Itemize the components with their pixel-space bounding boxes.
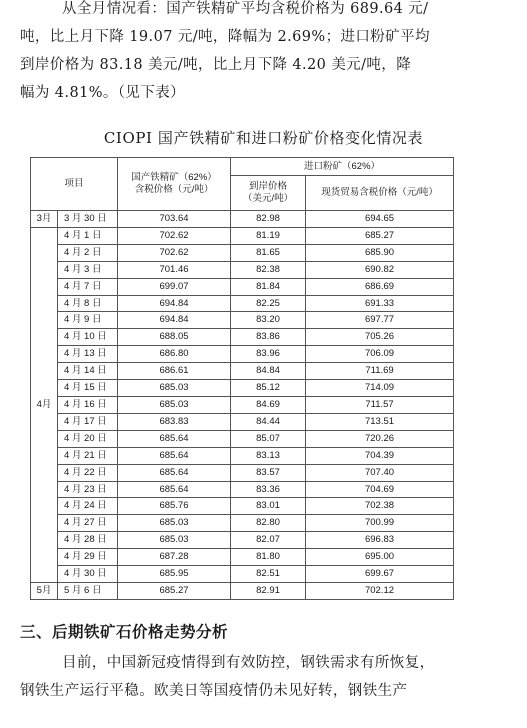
table-row [31,312,454,329]
header-domestic [118,158,231,211]
domestic-price-cell: 699.07 [118,278,231,295]
table-row [31,396,454,413]
spot-price-cell: 691.33 [306,295,454,312]
domestic-price-cell: 685.03 [118,515,231,532]
date-cell: 5 月 6 日 [58,582,118,599]
cif-price-cell: 82.25 [231,295,306,312]
header-cif-line1: 到岸价格 [249,181,288,192]
domestic-price-cell: 685.95 [118,566,231,583]
cif-price-cell: 83.20 [231,312,306,329]
month-cell: 5月 [31,582,58,599]
spot-price-cell: 700.99 [306,515,454,532]
domestic-price-cell: 686.61 [118,363,231,380]
table-row [31,464,454,481]
domestic-price-cell: 685.64 [118,481,231,498]
table-row [31,498,454,515]
spot-price-cell: 711.69 [306,363,454,380]
spot-price-cell: 690.82 [306,261,454,278]
table-row [31,413,454,430]
table-row [31,295,454,312]
domestic-price-cell: 683.83 [118,413,231,430]
price-table-body [31,211,454,600]
spot-price-cell: 699.67 [306,566,454,583]
date-cell: 4 月 24 日 [58,498,118,515]
analysis-line: 钢铁生产运行平稳。欧美日等国疫情仍未见好转，钢铁生产 [20,683,408,699]
spot-price-cell: 720.26 [306,430,454,447]
date-cell: 4 月 28 日 [58,532,118,549]
date-cell: 4 月 17 日 [58,413,118,430]
spot-price-cell: 711.57 [306,396,454,413]
domestic-price-cell: 694.84 [118,295,231,312]
table-row [31,549,454,566]
cif-price-cell: 82.80 [231,515,306,532]
spot-price-cell: 685.90 [306,244,454,261]
cif-price-cell: 81.65 [231,244,306,261]
spot-price-cell: 697.77 [306,312,454,329]
spot-price-cell: 686.69 [306,278,454,295]
price-table [30,157,454,600]
table-row [31,346,454,363]
table-row [31,566,454,583]
table-row [31,447,454,464]
date-cell: 4 月 14 日 [58,363,118,380]
spot-price-cell: 704.69 [306,481,454,498]
table-row [31,211,454,228]
domestic-price-cell: 701.46 [118,261,231,278]
month-cell: 4月 [31,227,58,582]
intro-line: 吨，比上月下降 19.07 元/吨，降幅为 2.69%；进口粉矿平均 [20,29,430,45]
domestic-price-cell: 685.27 [118,582,231,599]
domestic-price-cell: 703.64 [118,211,231,228]
date-cell: 3 月 30 日 [58,211,118,228]
date-cell: 4 月 10 日 [58,329,118,346]
cif-price-cell: 82.38 [231,261,306,278]
cif-price-cell: 83.13 [231,447,306,464]
cif-price-cell: 81.84 [231,278,306,295]
table-row [31,244,454,261]
spot-price-cell: 706.09 [306,346,454,363]
table-row [31,430,454,447]
date-cell: 4 月 30 日 [58,566,118,583]
header-imported-group: 进口粉矿（62%） [231,158,454,176]
cif-price-cell: 85.12 [231,380,306,397]
intro-line: 幅为 4.81%。（见下表） [20,85,186,101]
table-row [31,515,454,532]
spot-price-cell: 702.38 [306,498,454,515]
table-row [31,261,454,278]
cif-price-cell: 83.96 [231,346,306,363]
date-cell: 4 月 7 日 [58,278,118,295]
cif-price-cell: 81.19 [231,227,306,244]
analysis-line: 目前，中国新冠疫情得到有效防控，钢铁需求有所恢复， [62,655,435,671]
date-cell: 4 月 21 日 [58,447,118,464]
date-cell: 4 月 15 日 [58,380,118,397]
date-cell: 4 月 22 日 [58,464,118,481]
spot-price-cell: 714.09 [306,380,454,397]
cif-price-cell: 83.01 [231,498,306,515]
domestic-price-cell: 685.76 [118,498,231,515]
cif-price-cell: 84.69 [231,396,306,413]
analysis-paragraph [20,649,510,705]
domestic-price-cell: 687.28 [118,549,231,566]
spot-price-cell: 695.00 [306,549,454,566]
spot-price-cell: 707.40 [306,464,454,481]
header-domestic-line2: 含税价格（元/吨） [134,184,214,195]
date-cell: 4 月 13 日 [58,346,118,363]
section-heading: 三、后期铁矿石价格走势分析 [20,623,229,641]
domestic-price-cell: 685.03 [118,396,231,413]
cif-price-cell: 82.51 [231,566,306,583]
domestic-price-cell: 685.03 [118,532,231,549]
date-cell: 4 月 29 日 [58,549,118,566]
spot-price-cell: 685.27 [306,227,454,244]
cif-price-cell: 82.07 [231,532,306,549]
domestic-price-cell: 685.64 [118,430,231,447]
header-cif-line2: （美元/吨） [242,193,294,204]
intro-line: 从全月情况看：国产铁精矿平均含税价格为 689.64 元/ [62,1,429,17]
spot-price-cell: 694.65 [306,211,454,228]
cif-price-cell: 83.57 [231,464,306,481]
domestic-price-cell: 686.80 [118,346,231,363]
table-row [31,278,454,295]
table-row [31,481,454,498]
table-title: CIOPI 国产铁精矿和进口粉矿价格变化情况表 [103,129,424,147]
spot-price-cell: 705.26 [306,329,454,346]
domestic-price-cell: 694.84 [118,312,231,329]
domestic-price-cell: 685.64 [118,464,231,481]
header-spot: 现货贸易含税价格（元/吨） [306,176,454,211]
date-cell: 4 月 2 日 [58,244,118,261]
domestic-price-cell: 702.62 [118,244,231,261]
cif-price-cell: 82.98 [231,211,306,228]
date-cell: 4 月 23 日 [58,481,118,498]
month-cell: 3月 [31,211,58,228]
cif-price-cell: 85.07 [231,430,306,447]
spot-price-cell: 704.39 [306,447,454,464]
header-cif [231,176,306,211]
table-row [31,363,454,380]
table-row [31,380,454,397]
table-row [31,227,454,244]
date-cell: 4 月 9 日 [58,312,118,329]
domestic-price-cell: 688.05 [118,329,231,346]
spot-price-cell: 696.83 [306,532,454,549]
date-cell: 4 月 3 日 [58,261,118,278]
table-row [31,532,454,549]
cif-price-cell: 84.84 [231,363,306,380]
cif-price-cell: 84.44 [231,413,306,430]
intro-paragraph [20,0,510,107]
domestic-price-cell: 685.64 [118,447,231,464]
header-item: 项目 [31,158,118,211]
domestic-price-cell: 702.62 [118,227,231,244]
cif-price-cell: 81.80 [231,549,306,566]
date-cell: 4 月 8 日 [58,295,118,312]
header-domestic-line1: 国产铁精矿（62%） [131,172,217,183]
date-cell: 4 月 16 日 [58,396,118,413]
intro-line: 到岸价格为 83.18 美元/吨，比上月下降 4.20 美元/吨，降 [20,57,412,73]
date-cell: 4 月 1 日 [58,227,118,244]
date-cell: 4 月 27 日 [58,515,118,532]
cif-price-cell: 82.91 [231,582,306,599]
table-row [31,582,454,599]
spot-price-cell: 713.51 [306,413,454,430]
table-row [31,329,454,346]
date-cell: 4 月 20 日 [58,430,118,447]
domestic-price-cell: 685.03 [118,380,231,397]
cif-price-cell: 83.86 [231,329,306,346]
cif-price-cell: 83.36 [231,481,306,498]
spot-price-cell: 702.12 [306,582,454,599]
